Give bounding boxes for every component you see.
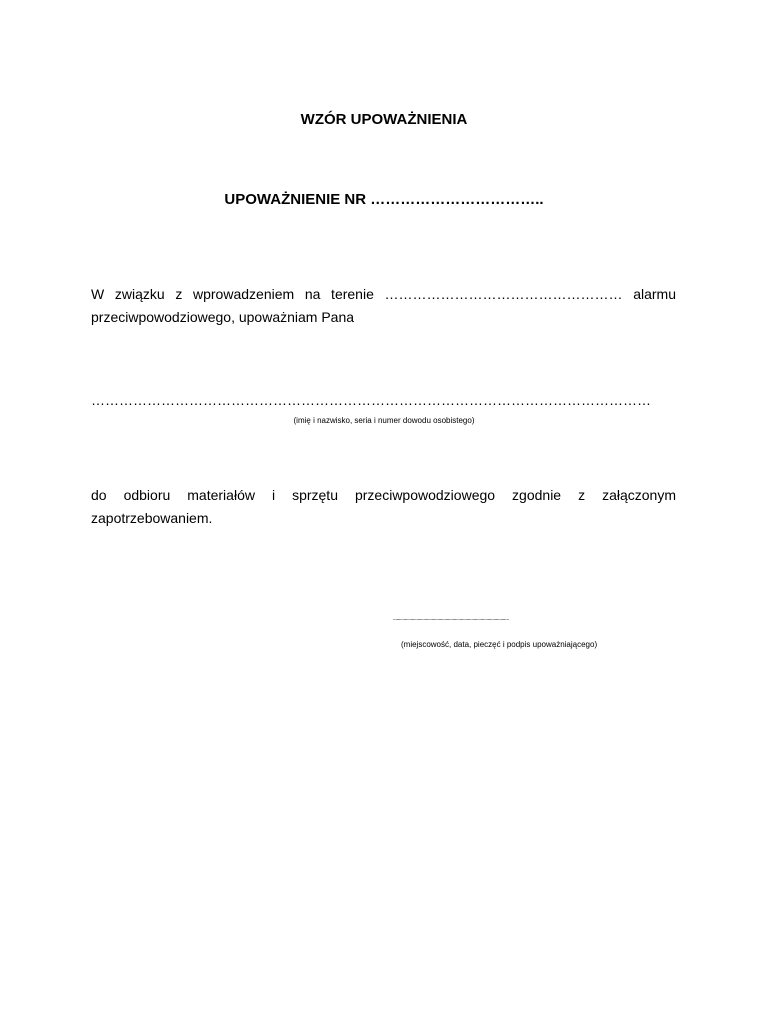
authorization-number: UPOWAŻNIENIE NR …………………………….. [224,191,544,208]
name-caption: (imię i nazwisko, seria i numer dowodu osobistego) [293,416,475,425]
document-title: WZÓR UPOWAŻNIENIA [300,111,468,128]
authorization-paragraph: W związku z wprowadzeniem na terenie …………………………………………… alarmu przeciwpowodziowego, upoważniam Pana [91,286,676,325]
signature-fill-line: ................................................................................................... [393,616,509,622]
name-fill-line: ………………………………………………………………………………………………………… [91,392,651,408]
purpose-paragraph: do odbioru materiałów i sprzętu przeciwpowodziowego zgodnie z załączonym zapotrzebowaniem. [91,487,676,526]
signature-caption: (miejscowość, data, pieczęć i podpis upoważniającego) [401,640,598,649]
